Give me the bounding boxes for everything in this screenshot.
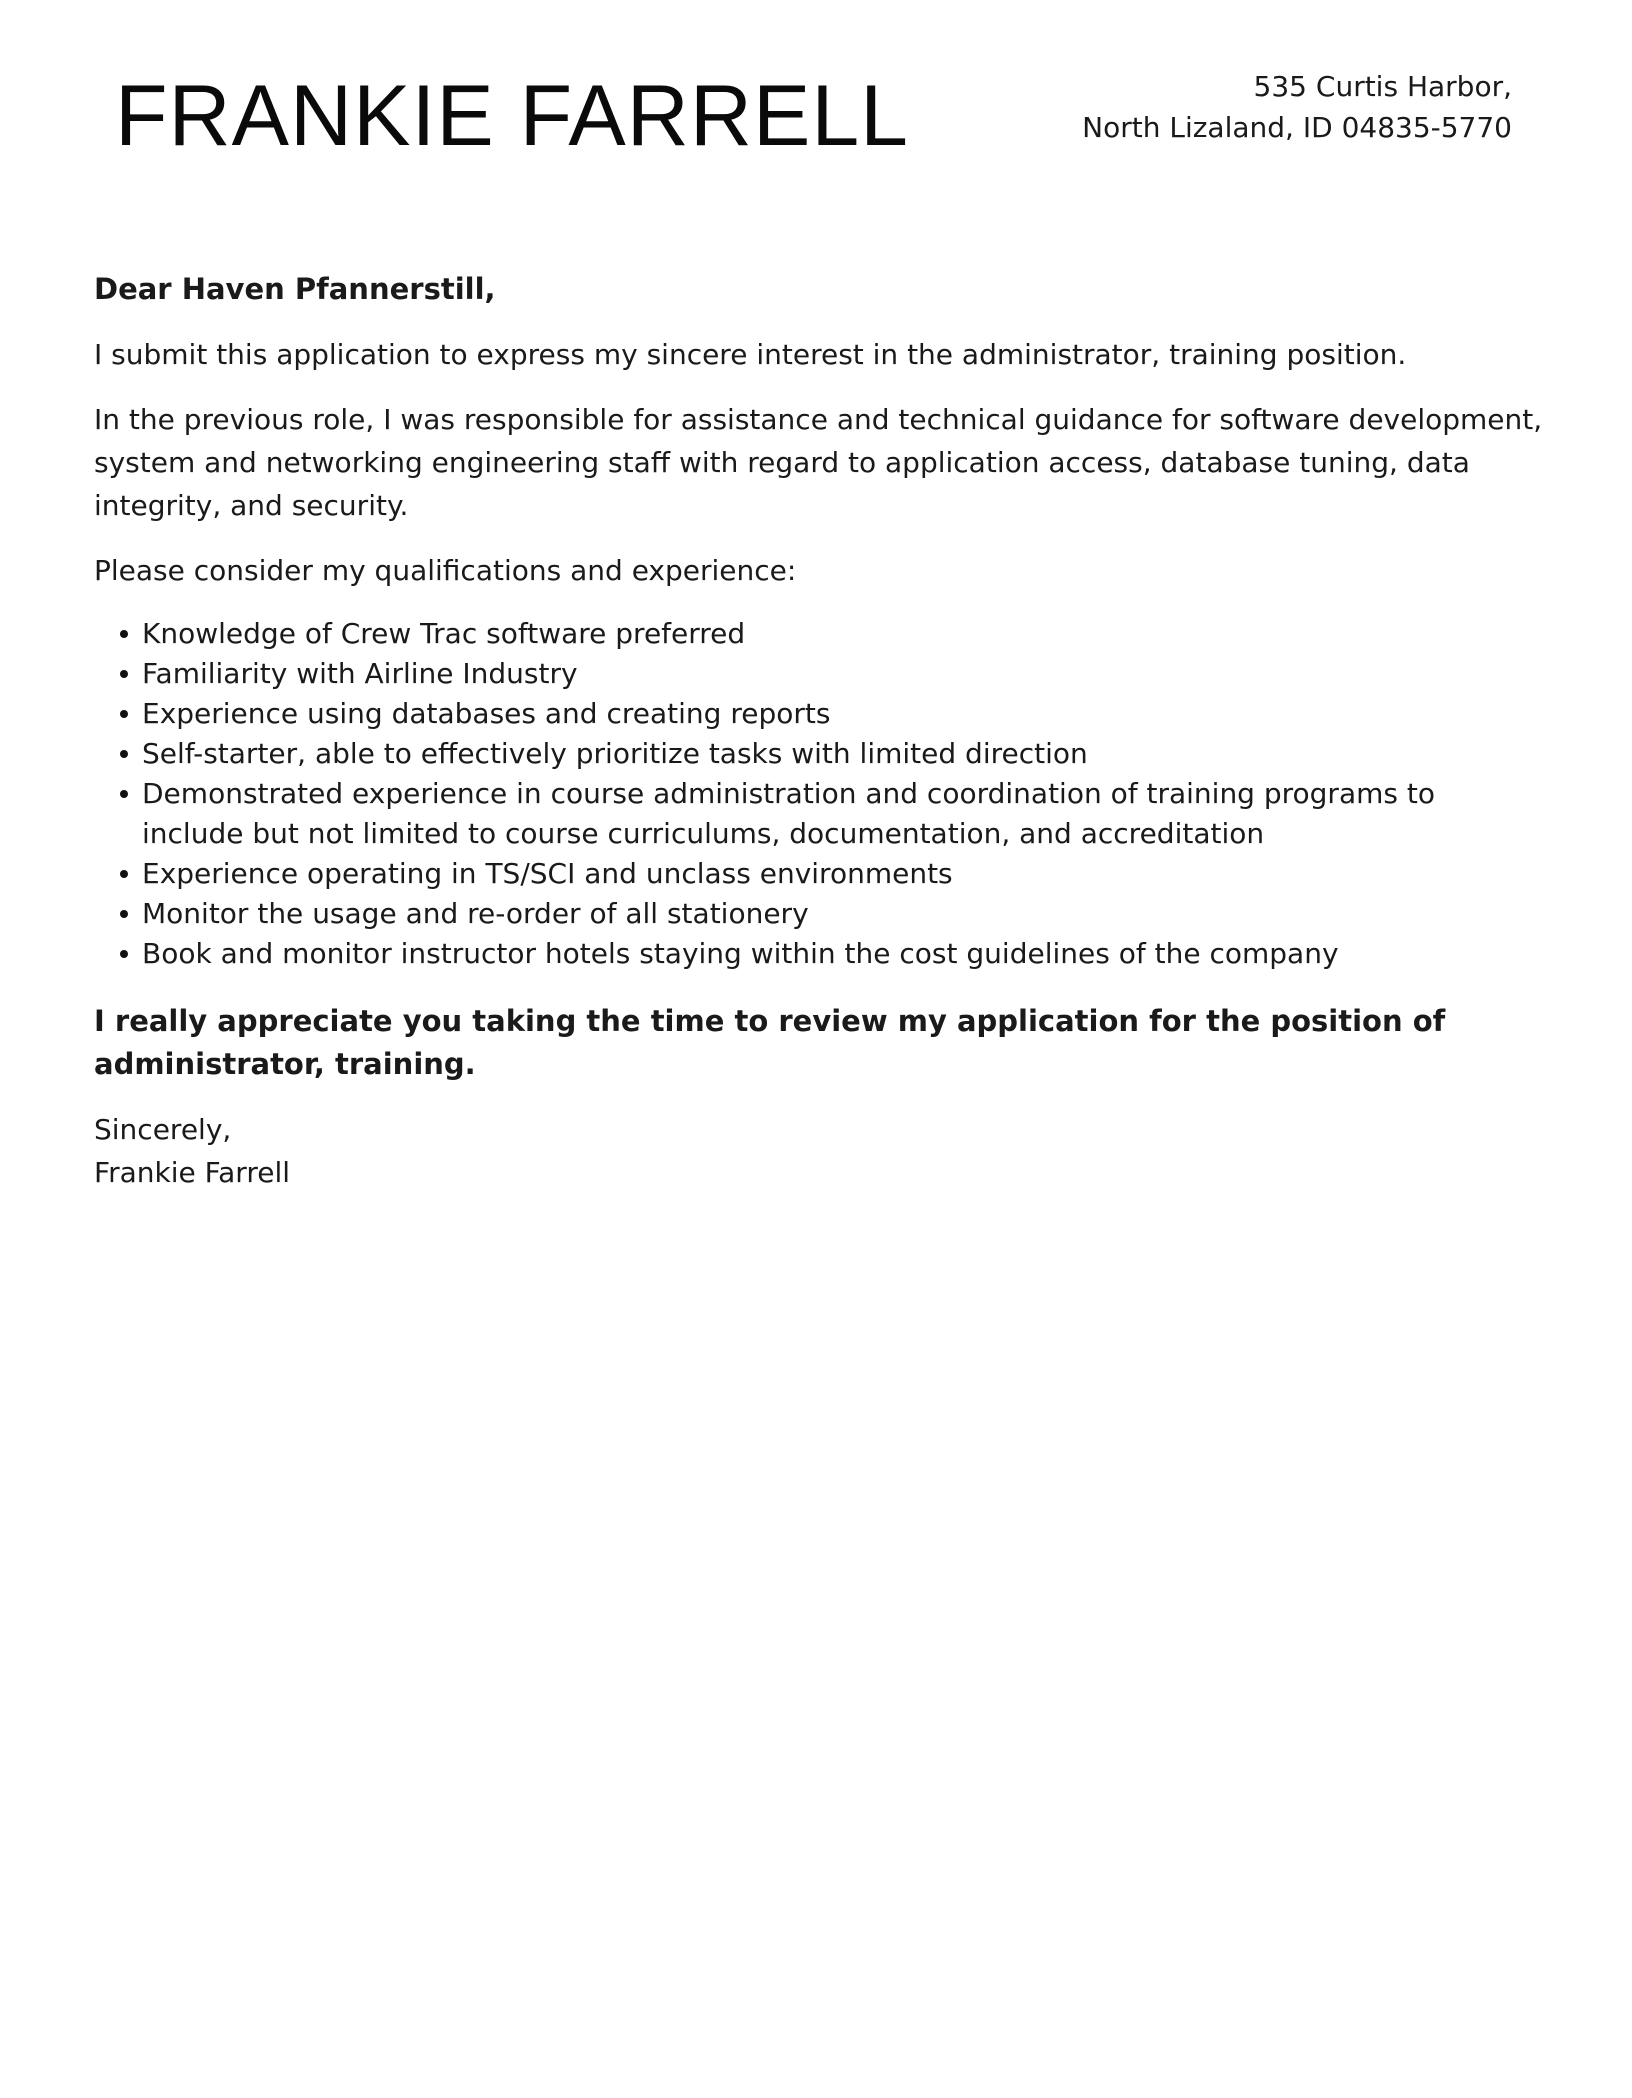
qualifications-intro: Please consider my qualifications and experience: [94,554,797,587]
applicant-name: FRANKIE FARRELL [115,68,909,164]
signoff: Sincerely, [94,1113,232,1146]
list-item: Monitor the usage and re-order of all stationery [142,894,1544,934]
list-item: Book and monitor instructor hotels staying within the cost guidelines of the company [142,934,1544,974]
list-item: Experience using databases and creating reports [142,694,1544,734]
signoff-block [94,1108,1544,1194]
list-item: Experience operating in TS/SCI and unclass environments [142,854,1544,894]
list-item: Familiarity with Airline Industry [142,654,1544,694]
list-item: Knowledge of Crew Trac software preferred [142,614,1544,654]
salutation: Dear Haven Pfannerstill, [94,272,496,306]
letter-body [94,268,1544,1194]
signature: Frankie Farrell [94,1156,290,1189]
address-line-2: North Lizaland, ID 04835-5770 [1082,111,1512,144]
previous-role-paragraph: In the previous role, I was responsible for assistance and technical guidance for software development, system and networking engineering staff with regard to application access, database tuning, data integrity, and security. [94,403,1543,522]
list-item: Self-starter, able to effectively prioritize tasks with limited direction [142,734,1544,774]
applicant-address [912,66,1512,148]
closing-paragraph: I really appreciate you taking the time to review my application for the position of administrator, training. [94,1004,1446,1081]
address-line-1: 535 Curtis Harbor, [1253,70,1512,103]
qualifications-list [94,614,1544,974]
intro-paragraph: I submit this application to express my sincere interest in the administrator, training position. [94,338,1407,371]
list-item: Demonstrated experience in course administration and coordination of training programs to include but not limited to course curriculums, documentation, and accreditation [142,774,1544,854]
